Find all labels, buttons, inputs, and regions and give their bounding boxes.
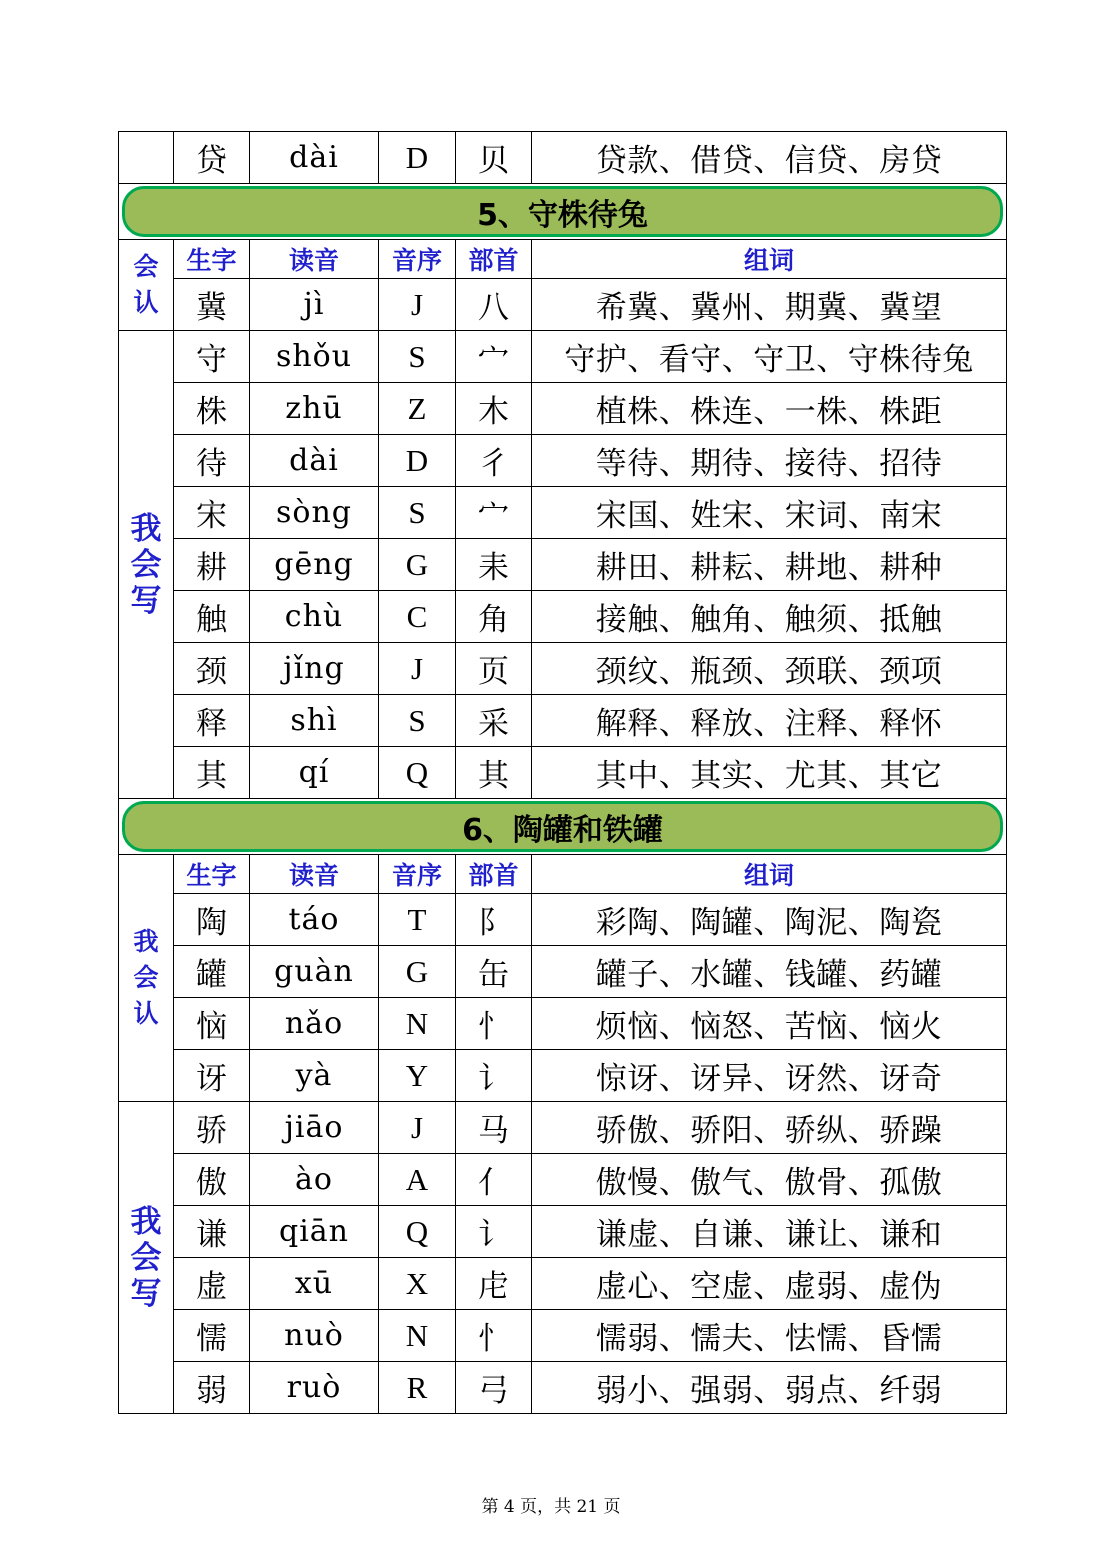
order-cell: G xyxy=(379,539,456,591)
pinyin-cell: ruò xyxy=(250,1362,379,1414)
radical-cell: 彳 xyxy=(456,435,532,487)
char-cell: 陶 xyxy=(174,894,250,946)
group-label-char: 会 xyxy=(133,252,159,281)
group-cell-empty xyxy=(119,132,174,184)
lesson-title: 5、守株待兔 xyxy=(122,186,1003,237)
words-cell: 希冀、冀州、期冀、冀望 xyxy=(532,279,1007,331)
words-cell: 虚心、空虚、虚弱、虚伪 xyxy=(532,1258,1007,1310)
order-cell: Q xyxy=(379,1206,456,1258)
order-cell: S xyxy=(379,331,456,383)
char-cell: 贷 xyxy=(174,132,250,184)
table-row xyxy=(119,539,1007,591)
pinyin-cell: qí xyxy=(250,747,379,799)
table-row xyxy=(119,1050,1007,1102)
pinyin-cell: jiāo xyxy=(250,1102,379,1154)
pinyin-cell: yà xyxy=(250,1050,379,1102)
order-cell: S xyxy=(379,695,456,747)
table-row xyxy=(119,894,1007,946)
table-row xyxy=(119,435,1007,487)
char-cell: 宋 xyxy=(174,487,250,539)
char-cell: 守 xyxy=(174,331,250,383)
order-cell: A xyxy=(379,1154,456,1206)
char-cell: 傲 xyxy=(174,1154,250,1206)
group-label xyxy=(119,240,174,331)
table-row xyxy=(119,331,1007,383)
header-char: 生字 xyxy=(174,240,250,279)
words-cell: 骄傲、骄阳、骄纵、骄躁 xyxy=(532,1102,1007,1154)
pinyin-cell: zhū xyxy=(250,383,379,435)
words-cell: 谦虚、自谦、谦让、谦和 xyxy=(532,1206,1007,1258)
header-pinyin: 读音 xyxy=(250,240,379,279)
header-words: 组词 xyxy=(532,855,1007,894)
group-label-char: 会 xyxy=(130,1239,162,1276)
vocabulary-table xyxy=(118,131,1007,1414)
pinyin-cell: nuò xyxy=(250,1310,379,1362)
words-cell: 解释、释放、注释、释怀 xyxy=(532,695,1007,747)
radical-cell: 讠 xyxy=(456,1050,532,1102)
header-radical: 部首 xyxy=(456,855,532,894)
order-cell: J xyxy=(379,643,456,695)
header-order: 音序 xyxy=(379,855,456,894)
words-cell: 等待、期待、接待、招待 xyxy=(532,435,1007,487)
pinyin-cell: qiān xyxy=(250,1206,379,1258)
group-label-char: 会 xyxy=(130,546,162,583)
order-cell: S xyxy=(379,487,456,539)
radical-cell: 角 xyxy=(456,591,532,643)
radical-cell: 其 xyxy=(456,747,532,799)
group-label-char: 会 xyxy=(133,963,159,992)
table-row xyxy=(119,1258,1007,1310)
radical-cell: 宀 xyxy=(456,331,532,383)
lesson-banner-cell xyxy=(119,799,1007,855)
pinyin-cell: shì xyxy=(250,695,379,747)
radical-cell: 弓 xyxy=(456,1362,532,1414)
radical-cell: 马 xyxy=(456,1102,532,1154)
group-label xyxy=(119,331,174,799)
words-cell: 惊讶、讶异、讶然、讶奇 xyxy=(532,1050,1007,1102)
order-cell: C xyxy=(379,591,456,643)
order-cell: N xyxy=(379,998,456,1050)
lesson-banner-row xyxy=(119,184,1007,240)
group-label-char: 写 xyxy=(130,1275,162,1312)
words-cell: 植株、株连、一株、株距 xyxy=(532,383,1007,435)
words-cell: 颈纹、瓶颈、颈联、颈项 xyxy=(532,643,1007,695)
header-pinyin: 读音 xyxy=(250,855,379,894)
pinyin-cell: dài xyxy=(250,435,379,487)
header-words: 组词 xyxy=(532,240,1007,279)
group-label-char: 我 xyxy=(130,510,162,547)
radical-cell: 亻 xyxy=(456,1154,532,1206)
vocabulary-table-body xyxy=(119,132,1007,1414)
order-cell: D xyxy=(379,132,456,184)
order-cell: T xyxy=(379,894,456,946)
order-cell: J xyxy=(379,1102,456,1154)
words-cell: 守护、看守、守卫、守株待兔 xyxy=(532,331,1007,383)
pinyin-cell: jǐng xyxy=(250,643,379,695)
lesson-banner-cell xyxy=(119,184,1007,240)
order-cell: Z xyxy=(379,383,456,435)
pinyin-cell: guàn xyxy=(250,946,379,998)
table-row xyxy=(119,1206,1007,1258)
char-cell: 懦 xyxy=(174,1310,250,1362)
pinyin-cell: jì xyxy=(250,279,379,331)
radical-cell: 八 xyxy=(456,279,532,331)
page-footer: 第 4 页，共 21 页 xyxy=(481,1497,621,1517)
char-cell: 触 xyxy=(174,591,250,643)
order-cell: X xyxy=(379,1258,456,1310)
char-cell: 冀 xyxy=(174,279,250,331)
table-row xyxy=(119,1102,1007,1154)
char-cell: 弱 xyxy=(174,1362,250,1414)
group-label-char: 认 xyxy=(133,288,159,317)
order-cell: N xyxy=(379,1310,456,1362)
header-order: 音序 xyxy=(379,240,456,279)
radical-cell: 宀 xyxy=(456,487,532,539)
char-cell: 罐 xyxy=(174,946,250,998)
radical-cell: 忄 xyxy=(456,1310,532,1362)
pinyin-cell: dài xyxy=(250,132,379,184)
table-row xyxy=(119,1310,1007,1362)
words-cell: 烦恼、恼怒、苦恼、恼火 xyxy=(532,998,1007,1050)
pinyin-cell: nǎo xyxy=(250,998,379,1050)
radical-cell: 采 xyxy=(456,695,532,747)
radical-cell: 虍 xyxy=(456,1258,532,1310)
header-row xyxy=(119,855,1007,894)
table-row xyxy=(119,946,1007,998)
group-label-char: 写 xyxy=(130,582,162,619)
table-row xyxy=(119,747,1007,799)
lesson-banner-row xyxy=(119,799,1007,855)
table-row xyxy=(119,487,1007,539)
order-cell: D xyxy=(379,435,456,487)
table-row xyxy=(119,695,1007,747)
char-cell: 待 xyxy=(174,435,250,487)
char-cell: 恼 xyxy=(174,998,250,1050)
pinyin-cell: xū xyxy=(250,1258,379,1310)
radical-cell: 阝 xyxy=(456,894,532,946)
radical-cell: 耒 xyxy=(456,539,532,591)
table-row xyxy=(119,591,1007,643)
radical-cell: 缶 xyxy=(456,946,532,998)
words-cell: 贷款、借贷、信贷、房贷 xyxy=(532,132,1007,184)
char-cell: 颈 xyxy=(174,643,250,695)
words-cell: 耕田、耕耘、耕地、耕种 xyxy=(532,539,1007,591)
pinyin-cell: ào xyxy=(250,1154,379,1206)
radical-cell: 页 xyxy=(456,643,532,695)
table-row xyxy=(119,279,1007,331)
order-cell: J xyxy=(379,279,456,331)
pinyin-cell: shǒu xyxy=(250,331,379,383)
char-cell: 讶 xyxy=(174,1050,250,1102)
header-radical: 部首 xyxy=(456,240,532,279)
pinyin-cell: táo xyxy=(250,894,379,946)
header-char: 生字 xyxy=(174,855,250,894)
radical-cell: 讠 xyxy=(456,1206,532,1258)
char-cell: 耕 xyxy=(174,539,250,591)
char-cell: 株 xyxy=(174,383,250,435)
group-label xyxy=(119,855,174,1102)
table-row xyxy=(119,383,1007,435)
char-cell: 骄 xyxy=(174,1102,250,1154)
char-cell: 虚 xyxy=(174,1258,250,1310)
group-label-char: 我 xyxy=(133,927,159,956)
order-cell: Q xyxy=(379,747,456,799)
group-label-char: 认 xyxy=(133,999,159,1028)
words-cell: 弱小、强弱、弱点、纤弱 xyxy=(532,1362,1007,1414)
pinyin-cell: gēng xyxy=(250,539,379,591)
words-cell: 其中、其实、尤其、其它 xyxy=(532,747,1007,799)
group-label-char: 我 xyxy=(130,1203,162,1240)
char-cell: 其 xyxy=(174,747,250,799)
table-row xyxy=(119,998,1007,1050)
radical-cell: 忄 xyxy=(456,998,532,1050)
group-label xyxy=(119,1102,174,1414)
order-cell: R xyxy=(379,1362,456,1414)
words-cell: 罐子、水罐、钱罐、药罐 xyxy=(532,946,1007,998)
table-row xyxy=(119,1154,1007,1206)
char-cell: 释 xyxy=(174,695,250,747)
words-cell: 彩陶、陶罐、陶泥、陶瓷 xyxy=(532,894,1007,946)
table-row xyxy=(119,132,1007,184)
words-cell: 懦弱、懦夫、怯懦、昏懦 xyxy=(532,1310,1007,1362)
pinyin-cell: sòng xyxy=(250,487,379,539)
order-cell: G xyxy=(379,946,456,998)
lesson-title: 6、陶罐和铁罐 xyxy=(122,801,1003,852)
words-cell: 傲慢、傲气、傲骨、孤傲 xyxy=(532,1154,1007,1206)
table-row xyxy=(119,643,1007,695)
words-cell: 接触、触角、触须、抵触 xyxy=(532,591,1007,643)
radical-cell: 木 xyxy=(456,383,532,435)
words-cell: 宋国、姓宋、宋词、南宋 xyxy=(532,487,1007,539)
char-cell: 谦 xyxy=(174,1206,250,1258)
table-row xyxy=(119,1362,1007,1414)
pinyin-cell: chù xyxy=(250,591,379,643)
header-row xyxy=(119,240,1007,279)
order-cell: Y xyxy=(379,1050,456,1102)
radical-cell: 贝 xyxy=(456,132,532,184)
